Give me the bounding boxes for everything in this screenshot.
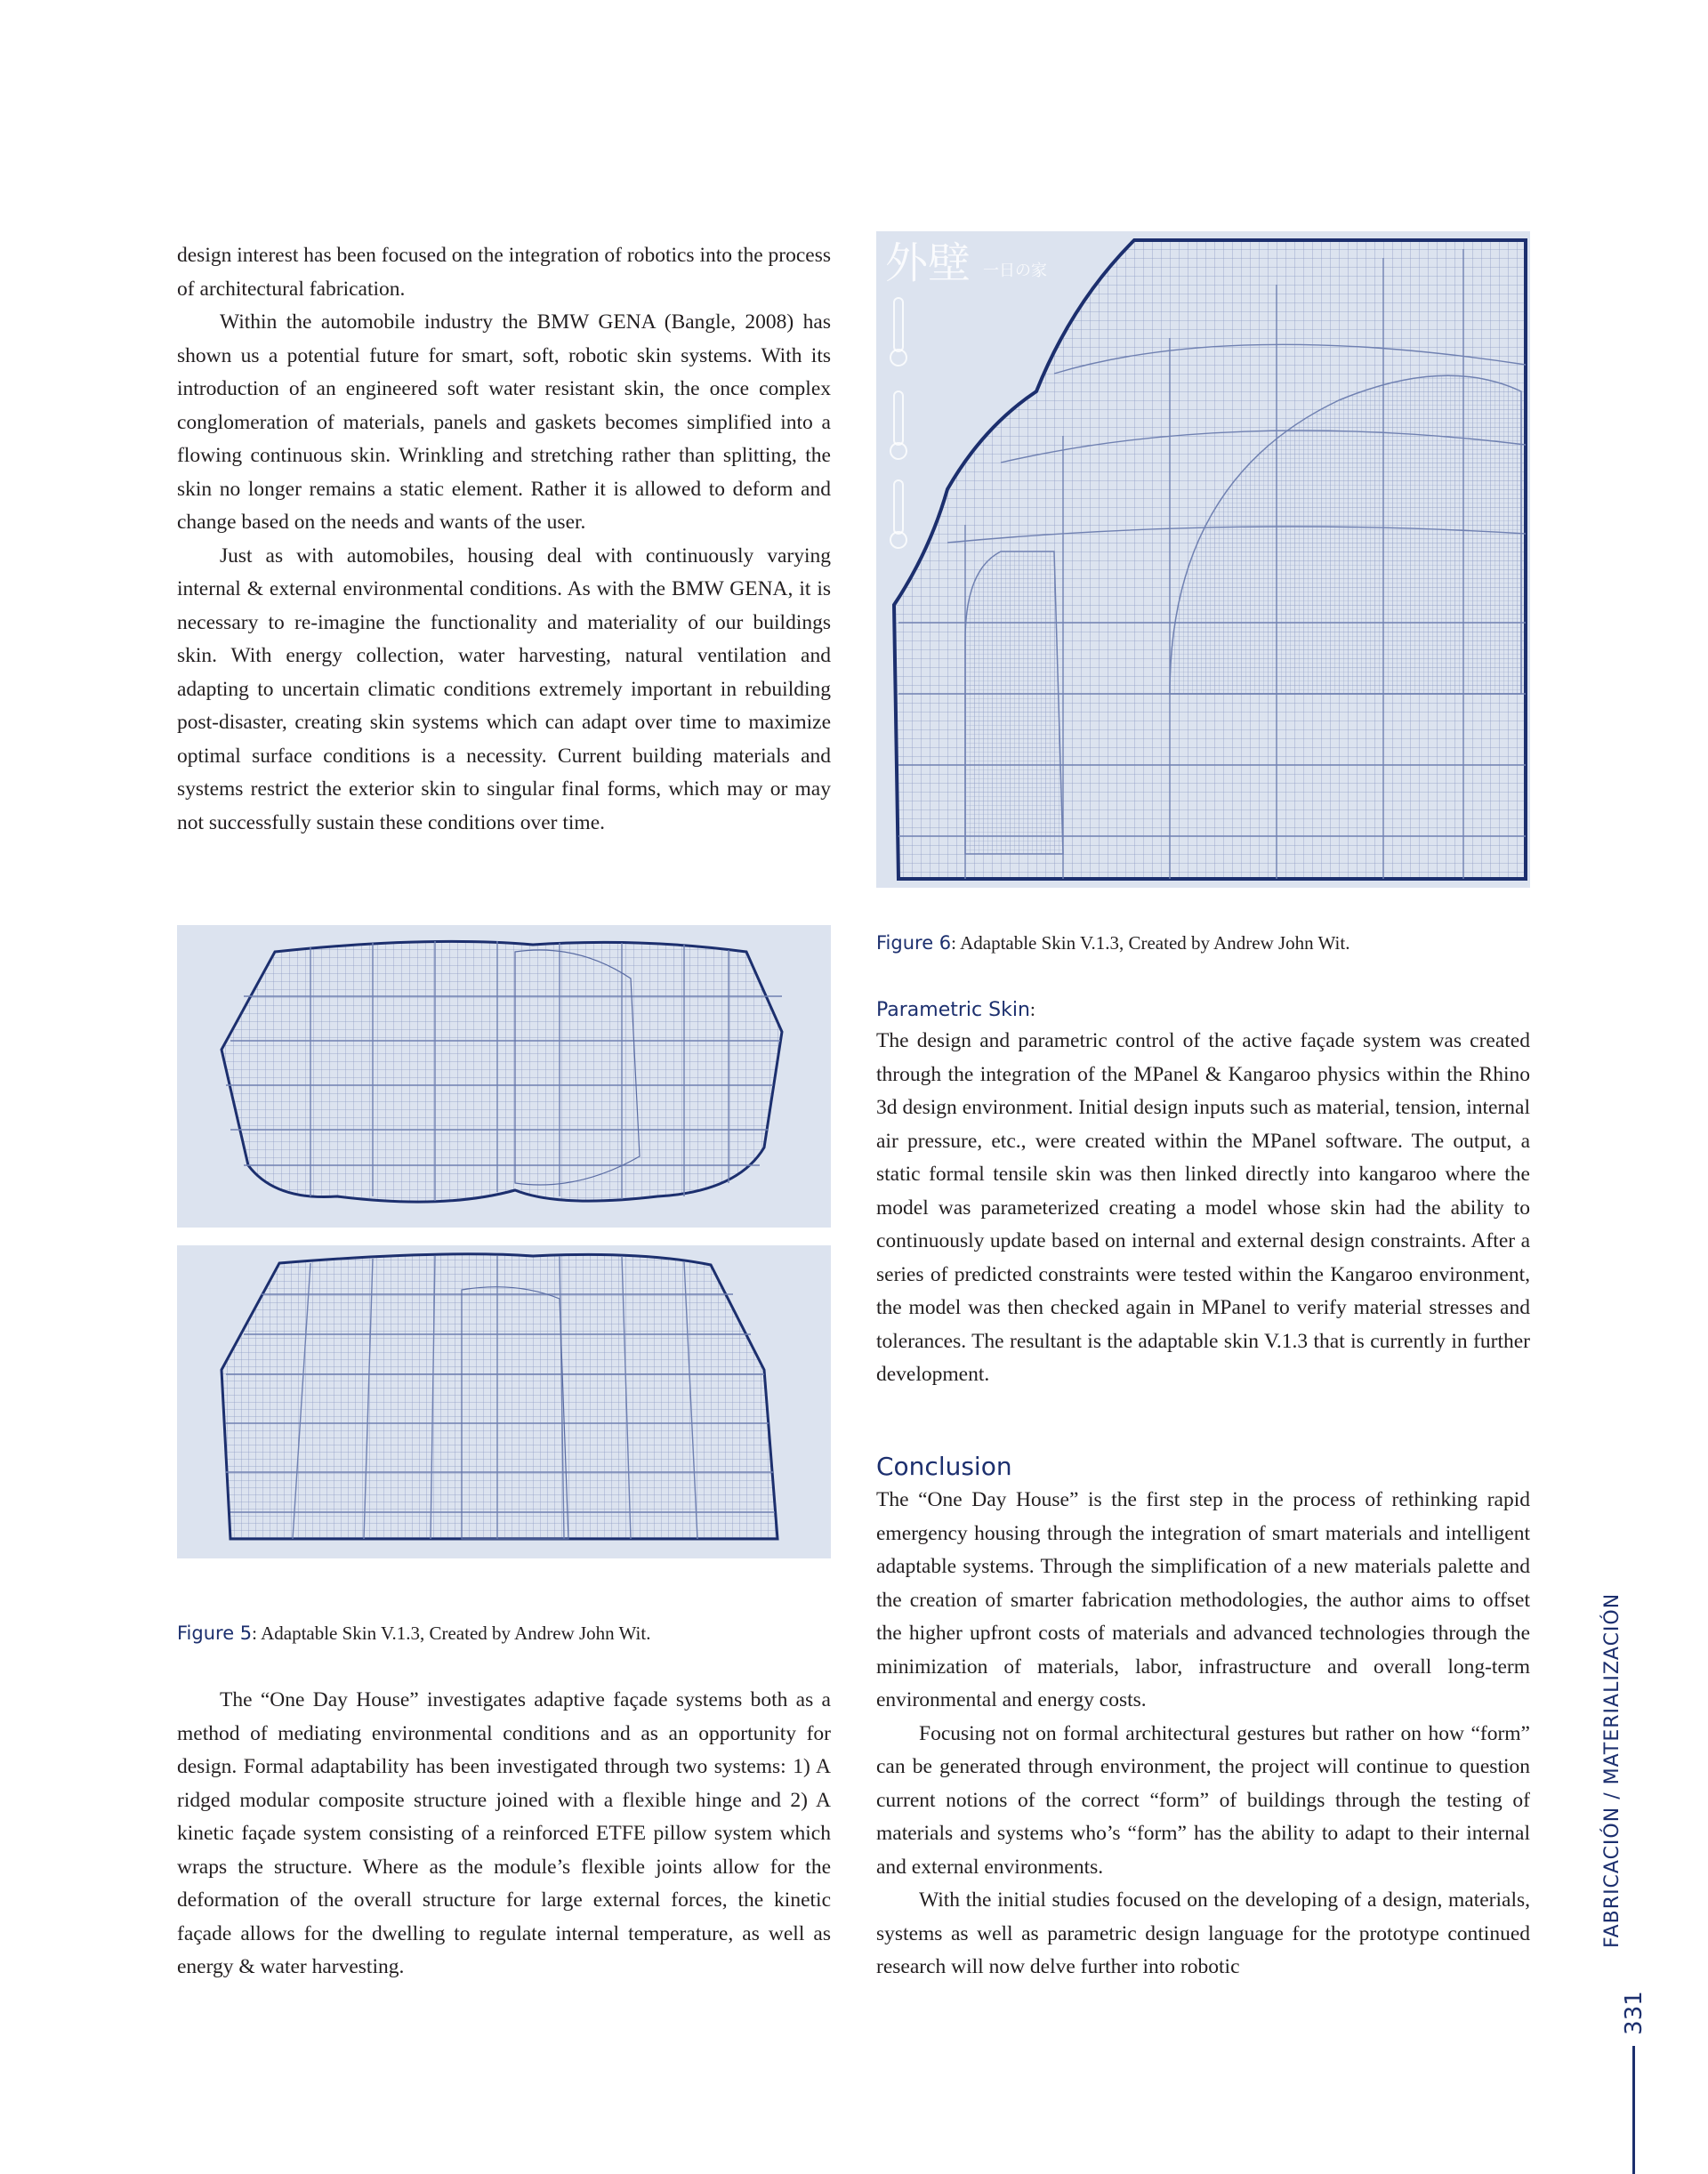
paragraph: Focusing not on formal architectural gestures but rather on how “form” can be generated through environment, the project will continue to question current notions of the correct “form” of buildings through the testing of materials and systems who’s “form” has the ability to adapt to their internal and external environments. — [876, 1721, 1530, 1879]
page-rule — [1632, 2046, 1635, 2174]
figure-5-top-image — [177, 925, 831, 1228]
figure-label: Figure 6 — [876, 932, 952, 954]
paragraph: The “One Day House” is the first step in the process of rethinking rapid emergency housing through the integration of smart materials and intelligent adaptable systems. Through the simplification of a new materials palette and the creation of smarter fabrication methodologies, the author aims to offset the higher upfront costs of materials and advanced technologies through the minimization of materials, labor, infrastructure and overall long-term environmental and energy costs. — [876, 1488, 1530, 1711]
page-number: 331 — [1621, 1991, 1648, 2035]
paragraph: The “One Day House” investigates adaptive façade systems both as a method of mediating environmental conditions and as an opportunity for design. Formal adaptability has been investigated through two systems: 1) A ridged modular composite structure joined with a flexible hinge and 2) A kinetic façade system consisting of a reinforced ETFE pillow system which wraps the structure. Where as the module’s flexible joints allow for the deformation of the overall structure for large external forces, the kinetic façade allows for the dwelling to regulate internal temperature, as well as energy & water harvesting. — [177, 1688, 831, 1978]
conclusion-text — [876, 1484, 1530, 1985]
overlay-title: 外壁 — [885, 238, 971, 288]
caption-text: : Adaptable Skin V.1.3, Created by Andrew John Wit. — [951, 932, 1350, 954]
figure-6-image — [876, 231, 1530, 888]
section-side-label: FABRICACIÓN / MATERIALIZACIÓN — [1601, 1592, 1623, 1948]
paragraph: Just as with automobiles, housing deal with continuously varying internal & external environmental conditions. As with the BMW GENA, it is necessary to re-imagine the functionality and materiality of our buildings skin. With energy collection, water harvesting, natural ventilation and adapting to uncertain climatic conditions extremely important in rebuilding post-disaster, creating skin systems which can adapt over time to maximize optimal surface conditions is a necessity. Current building materials and systems restrict the exterior skin to singular final forms, which may or may not successfully sustain these conditions over time. — [177, 544, 831, 834]
figure-5-bottom-image — [177, 1245, 831, 1558]
left-column-bottom-text — [177, 1684, 831, 1985]
conclusion-heading: Conclusion — [876, 1452, 1012, 1481]
thermometer-icon — [890, 298, 906, 548]
overlay-subtitle: 一日の家 — [983, 262, 1047, 280]
parametric-skin-heading: Parametric Skin: — [876, 998, 1036, 1021]
paragraph: Within the automobile industry the BMW GENA (Bangle, 2008) has shown us a potential future for smart, soft, robotic skin systems. With its introduction of an engineered soft water resistant skin, the once complex conglomeration of materials, panels and gaskets becomes simplified into a flowing continuous skin. Wrinkling and stretching rather than splitting, the skin no longer remains a static element. Rather it is allowed to deform and change based on the needs and wants of the user. — [177, 310, 831, 534]
figure-5-caption — [177, 1621, 650, 1646]
left-column-top-text — [177, 239, 831, 840]
paragraph: design interest has been focused on the integration of robotics into the process of architectural fabrication. — [177, 244, 831, 301]
figure-label: Figure 5 — [177, 1622, 253, 1644]
parametric-skin-text — [876, 1025, 1530, 1392]
paragraph: With the initial studies focused on the developing of a design, materials, systems as well as parametric design language for the prototype continued research will now delve further into robotic — [876, 1888, 1530, 1978]
paragraph: The design and parametric control of the active façade system was created through the integration of the MPanel & Kangaroo physics within the Rhino 3d design environment. Initial design inputs such as material, tension, internal air pressure, etc., were created within the MPanel software. The output, a static formal tensile skin was then linked directly into kangaroo where the model was parameterized creating a model whose skin had the ability to continuously update based on internal and external design constraints. After a series of predicted constraints were tested within the Kangaroo environment, the model was then checked again in MPanel to verify material stresses and tolerances. The resultant is the adaptable skin V.1.3 that is currently in further development. — [876, 1029, 1530, 1386]
figure-6-caption — [876, 930, 1349, 955]
caption-text: : Adaptable Skin V.1.3, Created by Andrew John Wit. — [252, 1622, 651, 1644]
